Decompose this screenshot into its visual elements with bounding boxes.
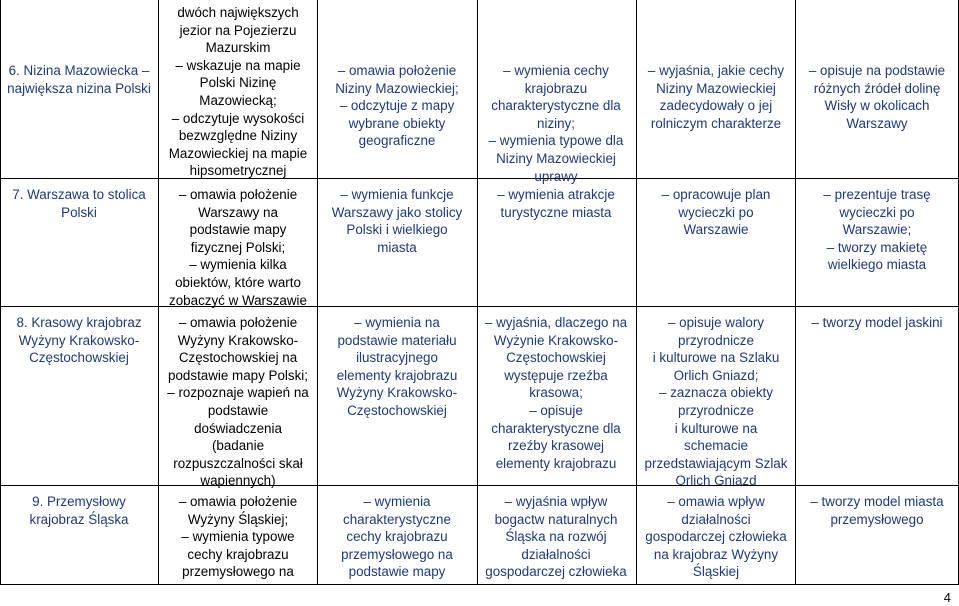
cell-line: niziny;	[537, 115, 575, 131]
cell-line: – omawia położenie	[178, 187, 298, 202]
cell-line: – wymienia funkcje	[340, 187, 454, 202]
cell-line: Warszawy jako stolicy	[331, 204, 463, 220]
cell-line: Orlich Gniazd	[675, 473, 757, 489]
cell-line: występuje rzeźba	[504, 367, 608, 383]
cell-line: krajobrazu	[524, 80, 588, 96]
cell-line: przemysłowego na	[182, 564, 294, 580]
cell-line: – omawia położenie	[337, 63, 457, 78]
cell-line: – wymienia cechy	[503, 63, 609, 78]
cell-line: elementy krajobrazu	[495, 455, 617, 471]
cell-line: – opisuje	[529, 403, 583, 418]
row-divider	[0, 178, 959, 179]
topic-line: Wyżyny Krakowsko-	[18, 332, 140, 348]
cell-line: – wymienia typowe	[181, 529, 295, 545]
cell-line: krasowa;	[529, 385, 583, 401]
cell-line: – wymienia atrakcje	[497, 187, 615, 202]
cell-line: Warszawie	[683, 222, 749, 238]
cell-line: podstawie mapy	[189, 222, 287, 238]
cell-line: (badanie	[211, 438, 265, 454]
cell-line: charakterystyczne	[343, 511, 451, 527]
cell-line: zadecydowały o jej	[659, 98, 773, 114]
cell-line: – tworzy model miasta	[810, 494, 944, 509]
cell-line: – opisuje walory	[667, 315, 765, 330]
table-border-left	[0, 0, 1, 585]
cell-line: charakterystyczne dla	[491, 420, 621, 436]
cell-line: doświadczenia	[194, 420, 282, 436]
cell-line: podstawie	[207, 403, 269, 418]
cell-line: cechy krajobrazu	[346, 529, 448, 545]
cell-line: – wymienia na	[354, 315, 440, 330]
cell-line: podstawie mapy	[348, 564, 446, 580]
cell-line: – rozpoznaje wapień na	[167, 385, 309, 401]
table-border-bottom	[0, 584, 959, 585]
cell-line: przyrodnicze	[678, 332, 754, 348]
cell-line: przemysłowego na	[341, 546, 453, 562]
cell-line: turystyczne miasta	[500, 204, 612, 220]
topic-line: 6. Nizina Mazowiecka –	[8, 63, 150, 78]
topic-line: 8. Krasowy krajobraz	[16, 315, 142, 330]
cell-line: Wyżyny Śląskiej;	[187, 511, 289, 527]
cell-line: miasta	[377, 239, 417, 255]
column-divider	[317, 0, 318, 585]
cell-line: – odczytuje wysokości	[171, 110, 305, 126]
cell-line: uprawy	[534, 168, 578, 184]
topic-line: krajobraz Śląska	[29, 511, 129, 527]
cell-line: rzeźby krasowej	[508, 438, 604, 454]
topic-line: Częstochowskiej	[29, 350, 129, 366]
cell-line: Częstochowskiej na	[178, 350, 298, 366]
cell-line: i kulturowe na Szlaku	[652, 350, 780, 366]
cell-line: Niziny Mazowieckiej	[496, 151, 616, 166]
cell-line: wycieczki po	[839, 204, 915, 220]
cell-line: rozpuszczalności skał	[173, 455, 303, 471]
cell-line: Częstochowskiej	[506, 350, 606, 366]
cell-line: wapiennych)	[200, 473, 276, 489]
cell-line: Śląskiej	[692, 564, 740, 580]
cell-line: – omawia wpływ	[667, 494, 765, 509]
cell-line: cechy krajobrazu	[187, 546, 289, 562]
cell-line: podstawie mapy Polski;	[168, 367, 308, 383]
cell-line: – prezentuje trasę	[823, 187, 931, 202]
cell-line: różnych źródeł dolinę	[813, 80, 941, 96]
cell-line: bezwzględne Niziny	[178, 128, 298, 144]
cell-line: fizycznej Polski;	[190, 239, 286, 255]
column-divider	[636, 0, 637, 585]
cell-line: gospodarczej człowieka	[645, 529, 787, 545]
cell-line: dwóch największych	[177, 5, 299, 20]
cell-line: Mazurskim	[205, 40, 271, 56]
cell-line: wielkiego miasta	[827, 257, 927, 273]
cell-line: – tworzy model jaskini	[811, 315, 943, 330]
cell-line: geograficzne	[358, 133, 436, 149]
cell-line: na krajobraz Wyżyny	[653, 546, 779, 562]
cell-line: – zaznacza obiekty	[659, 385, 773, 401]
cell-line: Orlich Gniazd;	[673, 367, 759, 383]
row-divider	[0, 485, 959, 486]
cell-line: i kulturowe na	[674, 420, 758, 436]
topic-line: Polski	[61, 204, 97, 220]
cell-line: Śląska na rozwój	[505, 529, 607, 545]
cell-line: przemysłowego	[830, 511, 924, 527]
cell-line: Polski i wielkiego	[346, 222, 448, 238]
cell-line: – wymienia	[363, 494, 431, 509]
cell-line: Warszawy	[846, 115, 908, 131]
cell-line: – opracowuje plan	[661, 187, 771, 202]
cell-line: schemacie	[683, 438, 749, 454]
topic-line: największa nizina Polski	[7, 80, 151, 96]
page-number: 4	[943, 590, 951, 605]
cell-line: – wyjaśnia wpływ	[504, 494, 608, 509]
row-divider	[0, 306, 959, 307]
cell-line: Mazowieckiej na mapie	[168, 145, 308, 161]
cell-line: zobaczyć w Warszawie	[169, 292, 307, 308]
cell-line: wycieczki po	[678, 204, 754, 220]
cell-line: działalności	[681, 511, 751, 527]
cell-line: – omawia położenie	[178, 494, 298, 509]
topic-line: 9. Przemysłowy	[32, 494, 126, 509]
cell-line: – omawia położenie	[178, 315, 298, 330]
cell-line: elementy krajobrazu	[336, 367, 458, 383]
cell-line: Warszawy na	[198, 204, 278, 220]
column-divider	[477, 0, 478, 585]
cell-line: Niziny Mazowieckiej	[656, 80, 776, 96]
cell-line: – wymienia typowe dla	[488, 133, 624, 149]
cell-line: gospodarczej człowieka	[485, 564, 627, 580]
cell-line: Wisły w okolicach	[824, 98, 930, 114]
cell-line: Częstochowskiej	[347, 403, 447, 418]
cell-line: Wyżyny Krakowsko-	[177, 332, 299, 348]
cell-line: jezior na Pojezierzu	[179, 22, 297, 38]
cell-line: Warszawie;	[842, 222, 912, 238]
column-divider	[158, 0, 159, 585]
cell-line: rolniczym charakterze	[650, 115, 782, 131]
cell-line: Mazowiecką;	[199, 93, 277, 108]
cell-line: wybrane obiekty	[348, 115, 446, 131]
cell-line: – odczytuje z mapy	[339, 98, 455, 114]
cell-line: charakterystyczne dla	[491, 98, 621, 114]
cell-line: obiektów, które warto	[175, 275, 301, 290]
cell-line: Polski Nizinę	[199, 75, 277, 91]
cell-line: hipsometrycznej	[189, 163, 287, 179]
cell-line: Wyżynie Krakowsko-	[493, 332, 619, 348]
cell-line: działalności	[521, 546, 591, 562]
column-divider	[795, 0, 796, 585]
cell-line: – tworzy makietę	[826, 239, 928, 255]
topic-line: 7. Warszawa to stolica	[12, 187, 146, 202]
cell-line: – wymienia kilka	[189, 257, 287, 273]
cell-line: przyrodnicze	[678, 403, 754, 418]
cell-line: – wskazuje na mapie	[175, 57, 301, 73]
cell-line: bogactw naturalnych	[494, 511, 618, 527]
cell-line: podstawie materiału	[337, 332, 457, 348]
cell-line: Wyżyny Krakowsko-	[336, 385, 458, 401]
cell-line: przedstawiającym Szlak	[644, 455, 788, 471]
cell-line: – opisuje na podstawie	[808, 63, 946, 78]
cell-line: ilustracyjnego	[356, 350, 438, 366]
cell-line: Niziny Mazowieckiej;	[335, 80, 459, 96]
cell-line: – wyjaśnia, dlaczego na	[484, 315, 628, 330]
cell-line: – wyjaśnia, jakie cechy	[647, 63, 785, 78]
